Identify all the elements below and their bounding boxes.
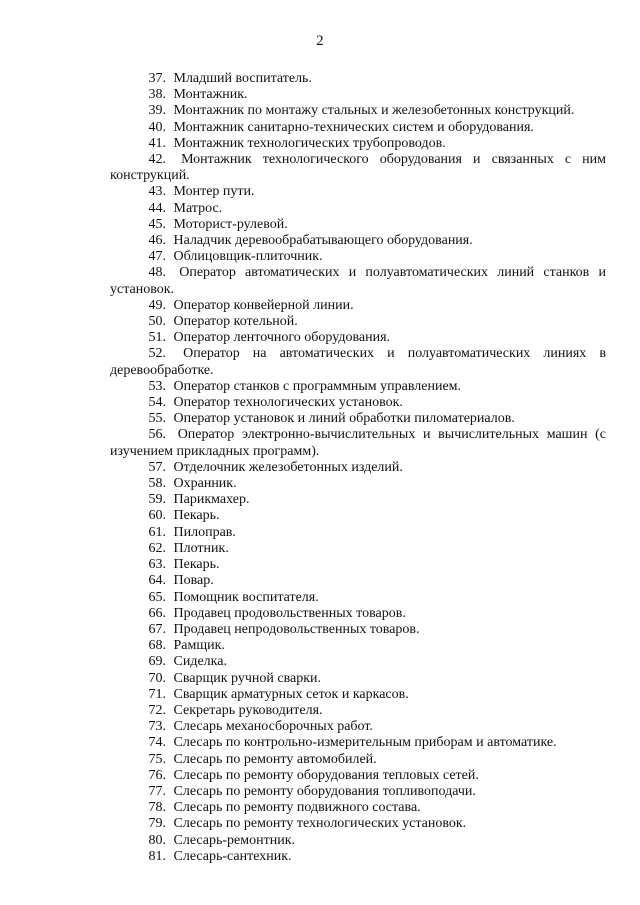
list-item: [110, 379, 606, 395]
list-item-number: 46.: [148, 233, 166, 249]
list-item-text: Отделочник железобетонных изделий.: [173, 459, 403, 475]
list-item-number: 68.: [148, 638, 166, 654]
list-item-text: Слесарь по ремонту технологических установок.: [173, 816, 467, 832]
list-item-text: Оператор технологических установок.: [173, 395, 403, 411]
list-item: [110, 590, 606, 606]
list-item-number: 45.: [148, 216, 166, 232]
list-item-text: Пекарь.: [173, 557, 220, 573]
list-item-text: Сварщик арматурных сеток и каркасов.: [173, 686, 409, 702]
list-item: [110, 492, 606, 508]
list-item-number: 73.: [148, 719, 166, 735]
list-item-text: Плотник.: [173, 540, 229, 556]
list-item-number: 71.: [148, 686, 166, 702]
list-item-number: 74.: [148, 735, 166, 751]
list-item-number: 52.: [148, 346, 166, 362]
list-item: [110, 573, 606, 589]
list-item: [110, 784, 606, 800]
list-item-number: 47.: [148, 249, 166, 265]
list-item-number: 53.: [148, 378, 166, 394]
list-item-number: 39.: [148, 103, 166, 119]
list-item: [110, 427, 606, 459]
list-item: [110, 71, 606, 87]
list-item-text: Оператор установок и линий обработки пиломатериалов.: [173, 411, 515, 427]
list-item-number: 59.: [148, 492, 166, 508]
list-item-number: 43.: [148, 184, 166, 200]
list-item: [110, 460, 606, 476]
list-item-number: 80.: [148, 832, 166, 848]
list-item-text: Наладчик деревообрабатывающего оборудования.: [173, 233, 473, 249]
list-item: [110, 330, 606, 346]
list-item: [110, 265, 606, 297]
list-item: [110, 671, 606, 687]
list-item: [110, 768, 606, 784]
list-item-number: 44.: [148, 200, 166, 216]
list-item: [110, 476, 606, 492]
list-item: [110, 816, 606, 832]
list-item-text: Сиделка.: [173, 654, 227, 670]
list-item-text: Повар.: [173, 573, 214, 589]
list-item: [110, 87, 606, 103]
list-item-text: Пилоправ.: [173, 524, 236, 540]
list-item-number: 57.: [148, 459, 166, 475]
list-item-number: 41.: [148, 135, 166, 151]
list-item-number: 37.: [148, 71, 166, 86]
list-item: [110, 719, 606, 735]
list-item-number: 38.: [148, 87, 166, 103]
list-item: [110, 120, 606, 136]
occupation-list: [110, 71, 606, 865]
list-item-text: Монтажник.: [173, 87, 248, 103]
list-item-number: 56.: [148, 427, 166, 443]
list-item: [110, 508, 606, 524]
list-item: [110, 298, 606, 314]
list-item: [110, 687, 606, 703]
list-item-text: Монтажник технологических трубопроводов.: [173, 135, 446, 151]
list-item-number: 50.: [148, 314, 166, 330]
list-item-text: Оператор автоматических и полуавтоматических линий станков и установок.: [110, 265, 606, 297]
list-item: [110, 638, 606, 654]
list-item: [110, 184, 606, 200]
list-item-number: 64.: [148, 573, 166, 589]
list-item-text: Оператор станков с программным управлением.: [173, 378, 462, 394]
list-item-number: 67.: [148, 621, 166, 637]
list-item-text: Оператор электронно-вычислительных и вычислительных машин (с изучением прикладных программ).: [110, 427, 606, 459]
list-item-text: Охранник.: [173, 476, 237, 492]
list-item-number: 48.: [148, 265, 166, 281]
list-item-text: Младший воспитатель.: [173, 71, 312, 86]
list-item-text: Парикмахер.: [173, 492, 250, 508]
list-item: [110, 525, 606, 541]
list-item-number: 70.: [148, 670, 166, 686]
list-item-text: Продавец непродовольственных товаров.: [173, 621, 420, 637]
list-item: [110, 249, 606, 265]
list-item-text: Моторист-рулевой.: [173, 216, 288, 232]
list-item: [110, 152, 606, 184]
list-item-text: Монтажник технологического оборудования и связанных с ним конструкций.: [110, 152, 607, 184]
list-item-text: Слесарь механосборочных работ.: [173, 719, 373, 735]
list-item: [110, 622, 606, 638]
list-item-text: Сварщик ручной сварки.: [173, 670, 322, 686]
list-item-text: Облицовщик-плиточник.: [173, 249, 323, 265]
list-item-number: 54.: [148, 395, 166, 411]
list-item-number: 72.: [148, 702, 166, 718]
list-item-text: Монтажник санитарно-технических систем и оборудования.: [173, 119, 534, 135]
list-item-number: 75.: [148, 751, 166, 767]
list-item: [110, 849, 606, 865]
list-item-text: Оператор ленточного оборудования.: [173, 330, 391, 346]
list-item-number: 55.: [148, 411, 166, 427]
list-item-number: 77.: [148, 783, 166, 799]
list-item-number: 76.: [148, 767, 166, 783]
list-item: [110, 800, 606, 816]
page-number: 2: [316, 33, 324, 49]
list-item-text: Продавец продовольственных товаров.: [173, 605, 406, 621]
list-item: [110, 201, 606, 217]
list-item-number: 58.: [148, 476, 166, 492]
list-item-text: Слесарь по контрольно-измерительным приборам и автоматике.: [173, 735, 557, 751]
list-item: [110, 233, 606, 249]
list-item-number: 49.: [148, 297, 166, 313]
list-item-text: Слесарь по ремонту оборудования топливоподачи.: [173, 783, 476, 799]
list-item-number: 40.: [148, 119, 166, 135]
list-item-text: Оператор котельной.: [173, 314, 298, 330]
list-item: [110, 833, 606, 849]
list-item: [110, 541, 606, 557]
list-item: [110, 395, 606, 411]
list-item-number: 51.: [148, 330, 166, 346]
list-item: [110, 606, 606, 622]
list-item: [110, 703, 606, 719]
list-item-number: 81.: [148, 848, 166, 864]
list-item: [110, 314, 606, 330]
list-item-text: Пекарь.: [173, 508, 220, 524]
list-item: [110, 346, 606, 378]
list-item: [110, 752, 606, 768]
list-item-text: Рамщик.: [173, 638, 225, 654]
list-item-number: 60.: [148, 508, 166, 524]
list-item: [110, 411, 606, 427]
list-item: [110, 654, 606, 670]
list-item: [110, 735, 606, 751]
list-item-number: 65.: [148, 589, 166, 605]
list-item: [110, 557, 606, 573]
list-item-number: 62.: [148, 540, 166, 556]
list-item: [110, 217, 606, 233]
list-item-text: Оператор конвейерной линии.: [173, 297, 354, 313]
list-item-number: 42.: [148, 152, 166, 168]
list-item-text: Монтер пути.: [173, 184, 255, 200]
list-item-text: Монтажник по монтажу стальных и железобетонных конструкций.: [173, 103, 575, 119]
list-item-text: Помощник воспитателя.: [173, 589, 319, 605]
list-item-text: Секретарь руководителя.: [173, 702, 323, 718]
list-item-text: Слесарь по ремонту подвижного состава.: [173, 800, 421, 816]
list-item-number: 63.: [148, 557, 166, 573]
list-item: [110, 103, 606, 119]
list-item: [110, 136, 606, 152]
list-item-text: Слесарь-ремонтник.: [173, 832, 296, 848]
list-item-text: Слесарь-сантехник.: [173, 848, 292, 864]
list-item-number: 66.: [148, 605, 166, 621]
list-item-number: 78.: [148, 800, 166, 816]
list-item-text: Матрос.: [173, 200, 223, 216]
list-item-number: 79.: [148, 816, 166, 832]
list-item-text: Оператор на автоматических и полуавтоматических линиях в деревообработке.: [110, 346, 606, 378]
list-item-number: 61.: [148, 524, 166, 540]
list-item-text: Слесарь по ремонту автомобилей.: [173, 751, 377, 767]
list-item-number: 69.: [148, 654, 166, 670]
list-item-text: Слесарь по ремонту оборудования тепловых сетей.: [173, 767, 479, 783]
